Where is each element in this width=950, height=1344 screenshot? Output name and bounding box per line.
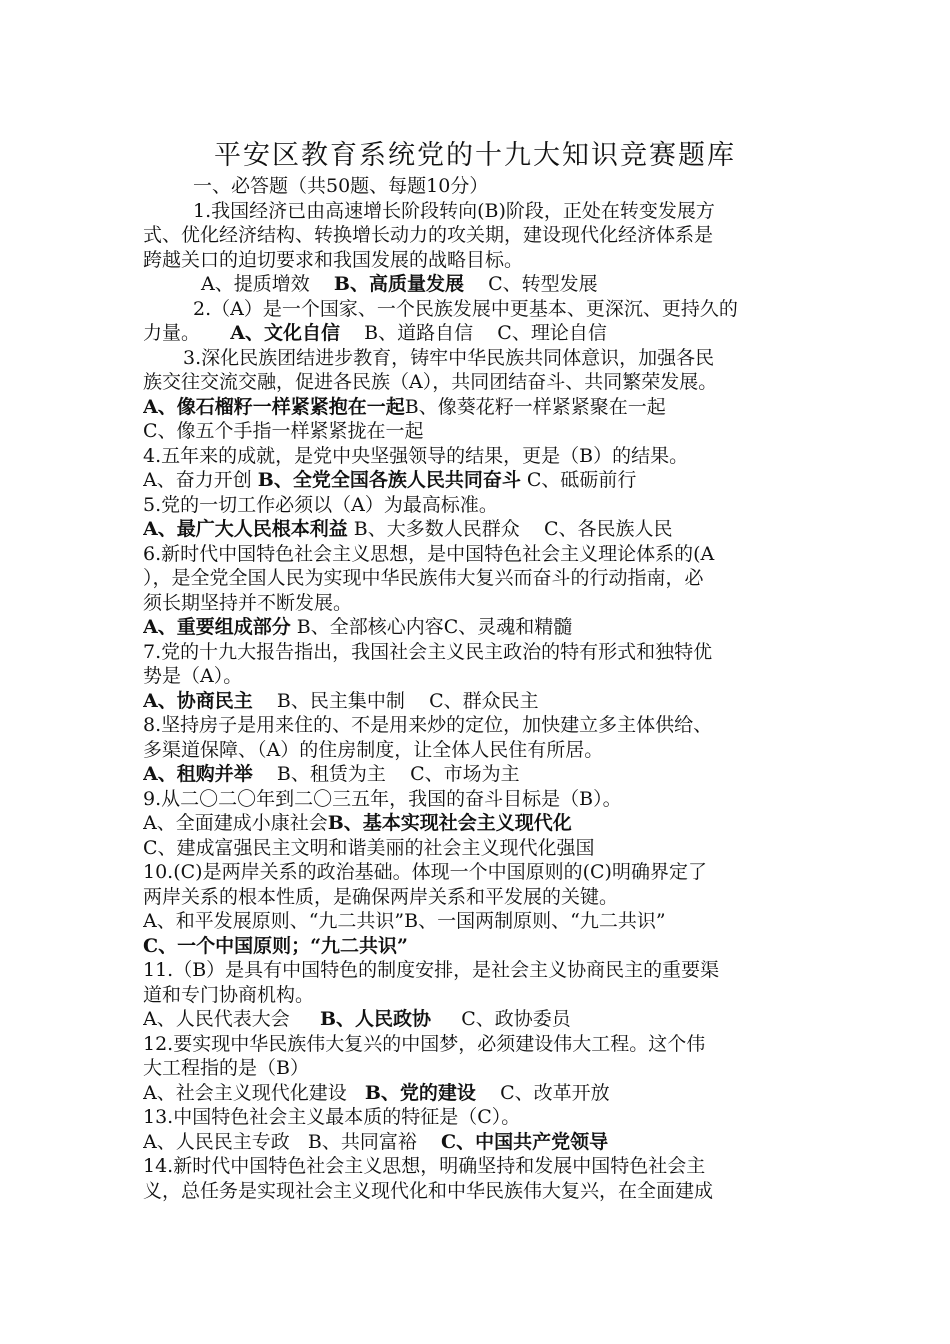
question-4: 4.五年来的成就，是党中央坚强领导的结果，更是（B）的结果。 <box>143 444 689 467</box>
options-11: A、人民代表大会 B、人民政协 C、政协委员 <box>143 1008 571 1030</box>
answer: A、最广大人民根本利益 <box>143 518 348 540</box>
answer: B、全党全国各族人民共同奋斗 <box>257 469 521 491</box>
question-10: 10.(C)是两岸关系的政治基础。体现一个中国原则的(C)明确界定了 <box>143 861 707 883</box>
question-2: 2.（A）是一个国家、一个民族发展中更基本、更深沉、更持久的 <box>193 297 738 320</box>
question-7: 7.党的十九大报告指出，我国社会主义民主政治的特有形式和独特优 <box>143 640 713 663</box>
answer: A、重要组成部分 <box>143 616 291 638</box>
options-4: A、奋力开创 B、全党全国各族人民共同奋斗 C、砥砺前行 <box>143 469 637 491</box>
options-10: A、和平发展原则、“九二共识”B、一国两制原则、“九二共识” <box>143 910 666 932</box>
options-12: A、社会主义现代化建设 B、党的建设 C、改革开放 <box>143 1081 610 1104</box>
answer: C、一个中国原则；“九二共识” <box>143 934 408 957</box>
document-body: 一、必答题（共50题、每题10分） 1.我国经济已由高速增长阶段转向(B)阶段，正处在转变发展方 式、优化经济结构、转换增长动力的攻关期，建设现代化经济体系是 跨越关口的迫切要求和我国发展的战略目标。 A、提质增效 B、高质量发展 C、转型发展 2.（A）是一个国家、一个民族发展中更基本、更深沉、更持久的 力量。 A、文化自信 B、道路自信 C、理论自信 3.深化民族团结进步教育，铸牢中华民族共同体意识，加强各民 族交往交流交融，促进各民族（A），共同团结奋斗、共同繁荣发展。 A、像石榴籽一样紧紧抱在一起B、像葵花籽一样紧紧聚在一起 C、像五个手指一样紧紧拢在一起 4.五年来的成就，是党中央坚强领导的结果，更是（B）的结果。 A、奋力开创 B、全党全国各族人民共同奋斗 C、砥砺前行 5.党的一切工作必须以（A）为最高标准。 A、最广大人民根本利益 B、大多数人民群众 C、各民族人民 6.新时代中国特色社会主义思想，是中国特色社会主义理论体系的(A ），是全党全国人民为实现中华民族伟大复兴而奋斗的行动指南，必 须长期坚持并不断发展。 A、重要组成部分 B、全部核心内容C、灵魂和精髓 7.党的十九大报告指出，我国社会主义民主政治的特有形式和独特优 势是（A）。 A、协商民主 B、民主集中制 C、群众民主 8.坚持房子是用来住的、不是用来炒的定位，加快建立多主体供给、 多渠道保障、（A）的住房制度，让全体人民住有所居。 A、租购并举 B、租赁为主 C、市场为主 9.从二〇二〇年到二〇三五年，我国的奋斗目标是（B）。 A、全面建成小康社会B、基本实现社会主义现代化 C、建成富强民主文明和谐美丽的社会主义现代化强国 10.(C)是两岸关系的政治基础。体现一个中国原则的(C)明确界定了 两岸关系的根本性质，是确保两岸关系和平发展的关键。 A、和平发展原则、“九二共识”B、一国两制原则、“九二共识” C、一个中国原则；“九二共识” 11.（B）是具有中国特色的制度安排，是社会主义协商民主的重要渠 道和专门协商机构。 A、人民代表大会 B、人民政协 C、政协委员 12.要实现中华民族伟大复兴的中国梦，必须建设伟大工程。这个伟 大工程指的是（B） A、社会主义现代化建设 B、党的建设 C、改革开放 13.中国特色社会主义最本质的特征是（C）。 A、人民民主专政 B、共同富裕 C、中国共产党领导 14.新时代中国特色社会主义思想，明确坚持和发展中国特色社会主 义，总任务是实现社会主义现代化和中华民族伟大复兴，在全面建成 <box>143 174 808 1203</box>
options-3: A、像石榴籽一样紧紧抱在一起B、像葵花籽一样紧紧聚在一起 <box>143 395 666 418</box>
question-6: 6.新时代中国特色社会主义思想，是中国特色社会主义理论体系的(A <box>143 542 715 565</box>
question-8: 8.坚持房子是用来住的、不是用来炒的定位，加快建立多主体供给、 <box>143 714 713 736</box>
question-1: 1.我国经济已由高速增长阶段转向(B)阶段，正处在转变发展方 <box>193 199 715 222</box>
options-13: A、人民民主专政 B、共同富裕 C、中国共产党领导 <box>143 1130 609 1153</box>
options-1: A、提质增效 B、高质量发展 C、转型发展 <box>201 273 598 295</box>
options-9: A、全面建成小康社会B、基本实现社会主义现代化 <box>143 812 572 834</box>
question-12: 12.要实现中华民族伟大复兴的中国梦，必须建设伟大工程。这个伟 <box>143 1032 706 1055</box>
answer: A、租购并举 <box>143 763 253 785</box>
answer: A、像石榴籽一样紧紧抱在一起 <box>143 395 405 418</box>
question-3: 3.深化民族团结进步教育，铸牢中华民族共同体意识，加强各民 <box>183 346 715 369</box>
section-heading: 一、必答题（共50题、每题10分） <box>193 175 489 197</box>
answer: B、党的建设 <box>364 1081 476 1104</box>
answer: A、文化自信 <box>230 322 340 344</box>
question-9: 9.从二〇二〇年到二〇三五年，我国的奋斗目标是（B）。 <box>143 787 622 810</box>
question-14: 14.新时代中国特色社会主义思想，明确坚持和发展中国特色社会主 <box>143 1155 706 1177</box>
answer: B、人民政协 <box>319 1008 431 1030</box>
document-title: 平安区教育系统党的十九大知识竞赛题库 <box>214 140 736 171</box>
options-5: A、最广大人民根本利益 B、大多数人民群众 C、各民族人民 <box>143 518 673 540</box>
answer: B、高质量发展 <box>333 273 464 295</box>
options-6: A、重要组成部分 B、全部核心内容C、灵魂和精髓 <box>143 616 573 638</box>
question-13: 13.中国特色社会主义最本质的特征是（C）。 <box>143 1106 521 1128</box>
options-7: A、协商民主 B、民主集中制 C、群众民主 <box>143 689 539 712</box>
question-11: 11.（B）是具有中国特色的制度安排，是社会主义协商民主的重要渠 <box>143 959 720 981</box>
answer: B、基本实现社会主义现代化 <box>327 812 572 834</box>
question-5: 5.党的一切工作必须以（A）为最高标准。 <box>143 493 498 516</box>
answer: C、中国共产党领导 <box>441 1130 609 1153</box>
answer: A、协商民主 <box>143 689 253 712</box>
options-8: A、租购并举 B、租赁为主 C、市场为主 <box>143 763 520 785</box>
